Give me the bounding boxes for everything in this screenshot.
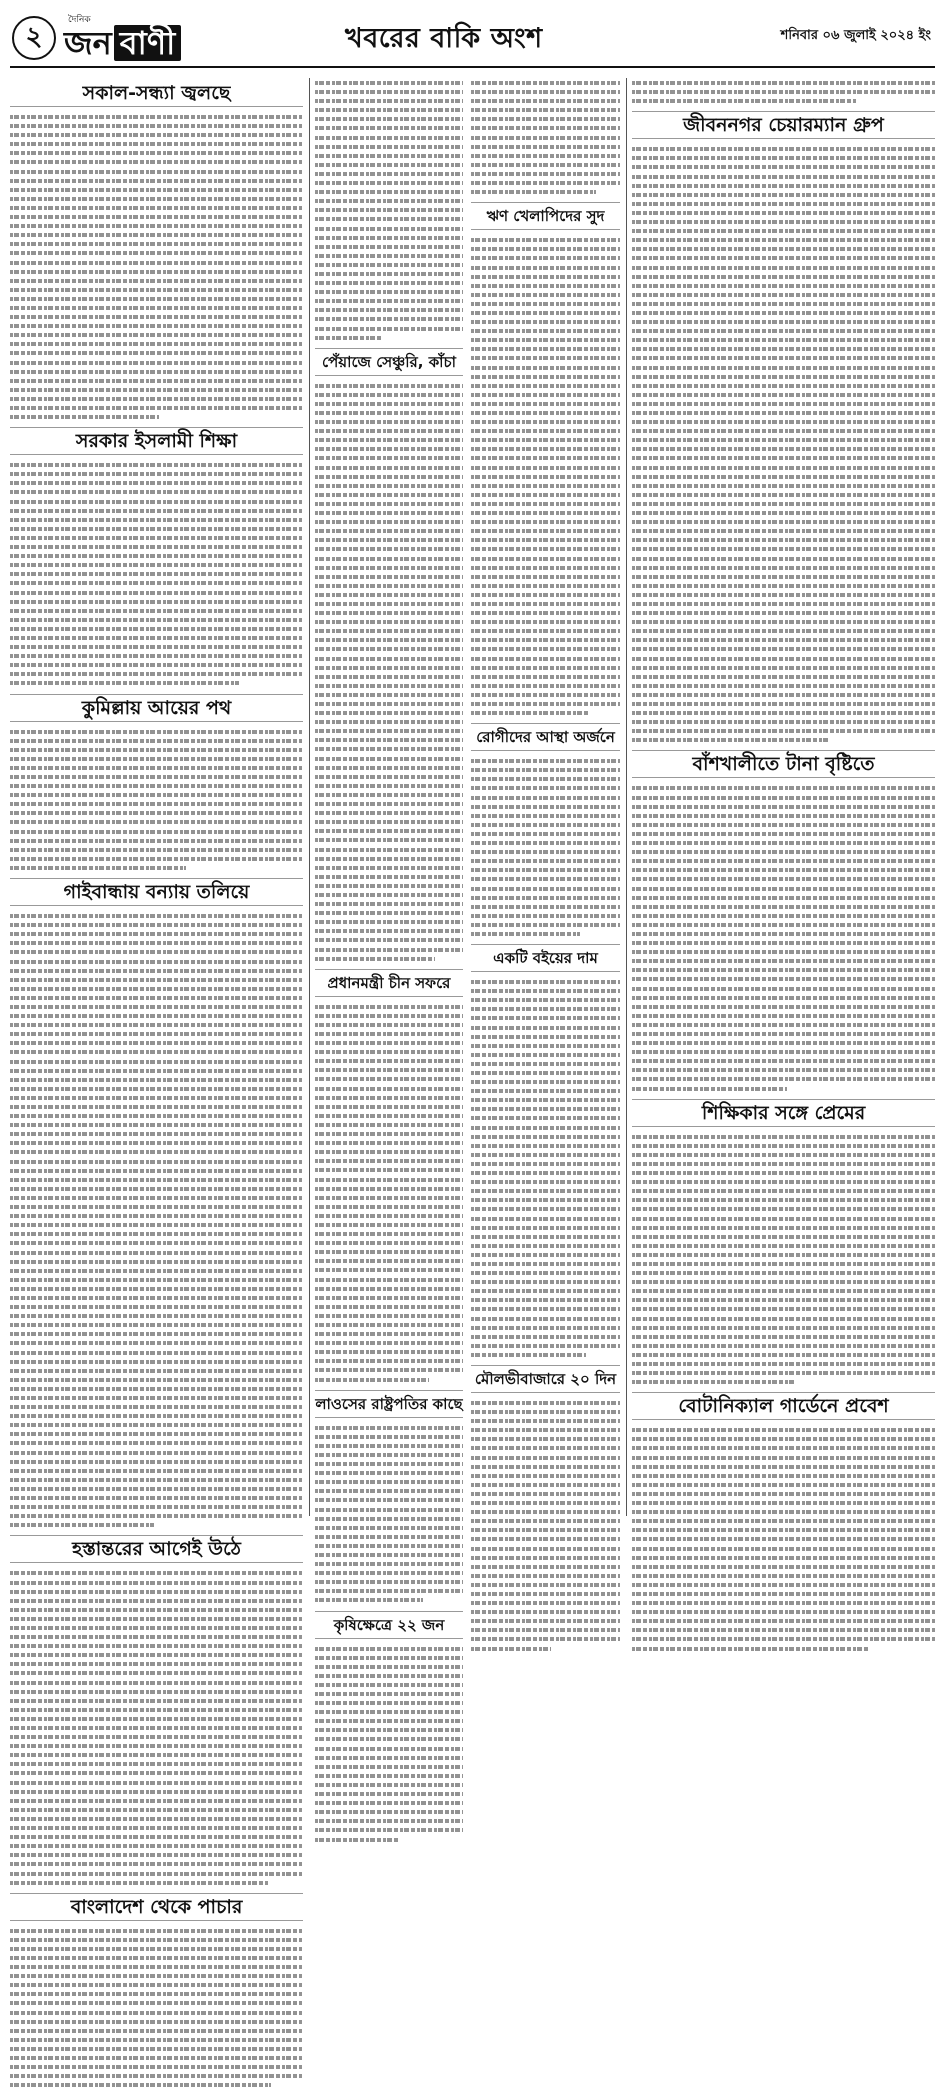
article-headline: সরকার ইসলামী শিক্ষা bbox=[10, 427, 303, 455]
article-headline: প্রধানমন্ত্রী চীন সফরে bbox=[315, 969, 463, 997]
article-body bbox=[471, 977, 620, 1359]
article-headline: রোগীদের আস্থা অর্জনে bbox=[471, 723, 620, 751]
logo-small-text: দৈনিক bbox=[68, 15, 91, 25]
article-body bbox=[10, 911, 303, 1529]
article-headline: শিক্ষিকার সঙ্গে প্রেমের bbox=[632, 1099, 935, 1127]
article-headline: ঋণ খেলাপিদের সুদ bbox=[471, 202, 620, 230]
article-headline: পেঁয়াজে সেঞ্চুরি, কাঁচা bbox=[315, 348, 463, 376]
article-body bbox=[315, 1002, 463, 1384]
article-headline: বোটানিক্যাল গার্ডেনে প্রবেশ bbox=[632, 1392, 935, 1420]
masthead bbox=[10, 10, 935, 68]
article-body bbox=[632, 783, 935, 1092]
article-body bbox=[315, 381, 463, 963]
newspaper-logo bbox=[64, 15, 181, 61]
column-2-left bbox=[315, 78, 463, 1634]
article-headline: সকাল-সন্ধ্যা জ্বলছে bbox=[10, 80, 303, 107]
article-headline: লাওসের রাষ্ট্রপতির কাছে bbox=[315, 1390, 463, 1418]
article-body bbox=[10, 727, 303, 873]
article-columns bbox=[10, 78, 935, 1918]
article-body bbox=[471, 78, 620, 196]
logo-part1: জন bbox=[64, 24, 112, 62]
column-3 bbox=[632, 78, 935, 1516]
article-body bbox=[315, 1423, 463, 1605]
column-divider bbox=[309, 78, 310, 1516]
article-headline: হস্তান্তরের আগেই উঠে bbox=[10, 1535, 303, 1563]
article-headline: একটি বইয়ের দাম bbox=[471, 944, 620, 972]
issue-date: শনিবার ০৬ জুলাই ২০২৪ ইং bbox=[780, 28, 931, 43]
section-title: খবরের বাকি অংশ bbox=[345, 23, 543, 54]
article-body bbox=[632, 1132, 935, 1387]
article-body bbox=[315, 1644, 463, 1844]
article-headline: কৃষিক্ষেত্রে ২২ জন bbox=[315, 1611, 463, 1639]
article-headline: কুমিল্লায় আয়ের পথ bbox=[10, 694, 303, 722]
article-body bbox=[10, 1926, 303, 2089]
column-2 bbox=[315, 78, 620, 1634]
column-1 bbox=[10, 78, 303, 1918]
article-headline: মৌলভীবাজারে ২০ দিন bbox=[471, 1365, 620, 1393]
article-headline: বাংলাদেশ থেকে পাচার bbox=[10, 1893, 303, 1921]
article-body bbox=[632, 1425, 935, 1652]
column-divider bbox=[626, 78, 627, 1516]
logo-part2: বাণী bbox=[114, 25, 182, 61]
column-2-right bbox=[471, 78, 620, 1516]
article-body bbox=[10, 460, 303, 687]
article-body bbox=[471, 756, 620, 938]
article-headline: জীবননগর চেয়ারম্যান গ্রুপ bbox=[632, 111, 935, 139]
article-headline: গাইবান্ধায় বন্যায় তলিয়ে bbox=[10, 878, 303, 906]
article-body bbox=[632, 78, 935, 105]
newspaper-page bbox=[10, 10, 935, 1918]
article-body bbox=[471, 235, 620, 717]
article-body bbox=[471, 1398, 620, 1653]
page-number: ২ bbox=[12, 16, 56, 60]
article-body bbox=[315, 78, 463, 342]
article-body bbox=[632, 144, 935, 744]
article-body bbox=[10, 1568, 303, 1886]
article-body bbox=[10, 112, 303, 421]
article-headline: বাঁশখালীতে টানা বৃষ্টিতে bbox=[632, 750, 935, 778]
